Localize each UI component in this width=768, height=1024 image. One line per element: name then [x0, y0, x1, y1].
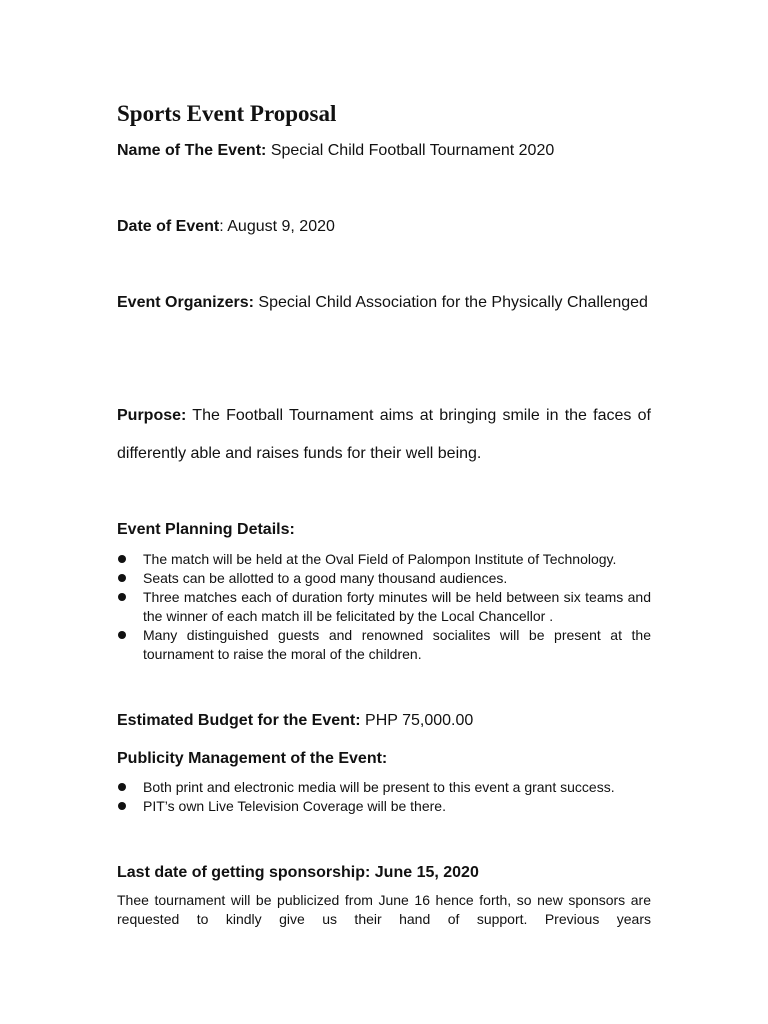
event-date-label: Date of Event: [117, 218, 220, 235]
list-item: [117, 626, 651, 664]
publicity-heading: Publicity Management of the Event:: [117, 750, 388, 767]
event-name-label: Name of The Event:: [117, 142, 267, 159]
list-item-text: The match will be held at the Oval Field of Palompon Institute of Technology.: [143, 551, 617, 567]
purpose-field: [117, 397, 651, 473]
event-name-value: Special Child Football Tournament 2020: [270, 142, 555, 159]
sponsorship-body: Thee tournament will be publicized from June 16 hence forth, so new sponsors are requested to kindly give us their hand of support. Previous years: [117, 892, 651, 927]
organizers-field: [117, 284, 651, 322]
bullet-icon: [118, 631, 126, 639]
page-title: Sports Event Proposal: [117, 101, 337, 126]
list-item-text: Many distinguished guests and renowned socialites will be present at the tournament to raise the moral of the children.: [143, 627, 651, 662]
list-item-text: Seats can be allotted to a good many thousand audiences.: [143, 570, 508, 586]
budget-field: [117, 711, 473, 731]
organizers-label: Event Organizers:: [117, 294, 254, 311]
list-item: [117, 550, 651, 569]
sponsorship-paragraph: [117, 891, 651, 929]
list-item: [117, 797, 651, 816]
list-item: [117, 778, 651, 797]
planning-heading: Event Planning Details:: [117, 521, 295, 538]
planning-list: [117, 550, 651, 664]
bullet-icon: [118, 802, 126, 810]
budget-label: Estimated Budget for the Event:: [117, 712, 361, 729]
bullet-icon: [118, 574, 126, 582]
list-item: [117, 569, 651, 588]
bullet-icon: [118, 783, 126, 791]
list-item-text: Both print and electronic media will be present to this event a grant success.: [143, 779, 615, 795]
list-item-text: PIT’s own Live Television Coverage will be there.: [143, 798, 446, 814]
event-date-field: [117, 208, 651, 246]
publicity-list: [117, 778, 651, 816]
sponsorship-heading: Last date of getting sponsorship: June 15, 2020: [117, 864, 479, 881]
list-item: [117, 588, 651, 626]
purpose-value: The Football Tournament aims at bringing smile in the faces of differently able and raises funds for their well being.: [117, 407, 652, 462]
list-item-text: Three matches each of duration forty minutes will be held between six teams and the winner of each match ill be felicitated by the Local Chancellor .: [143, 589, 651, 624]
event-date-value: : August 9, 2020: [219, 218, 335, 235]
purpose-label: Purpose:: [117, 407, 187, 424]
bullet-icon: [118, 555, 126, 563]
bullet-icon: [118, 593, 126, 601]
event-name-field: [117, 132, 651, 170]
budget-value: PHP 75,000.00: [365, 712, 474, 729]
organizers-value: Special Child Association for the Physically Challenged: [258, 294, 648, 311]
